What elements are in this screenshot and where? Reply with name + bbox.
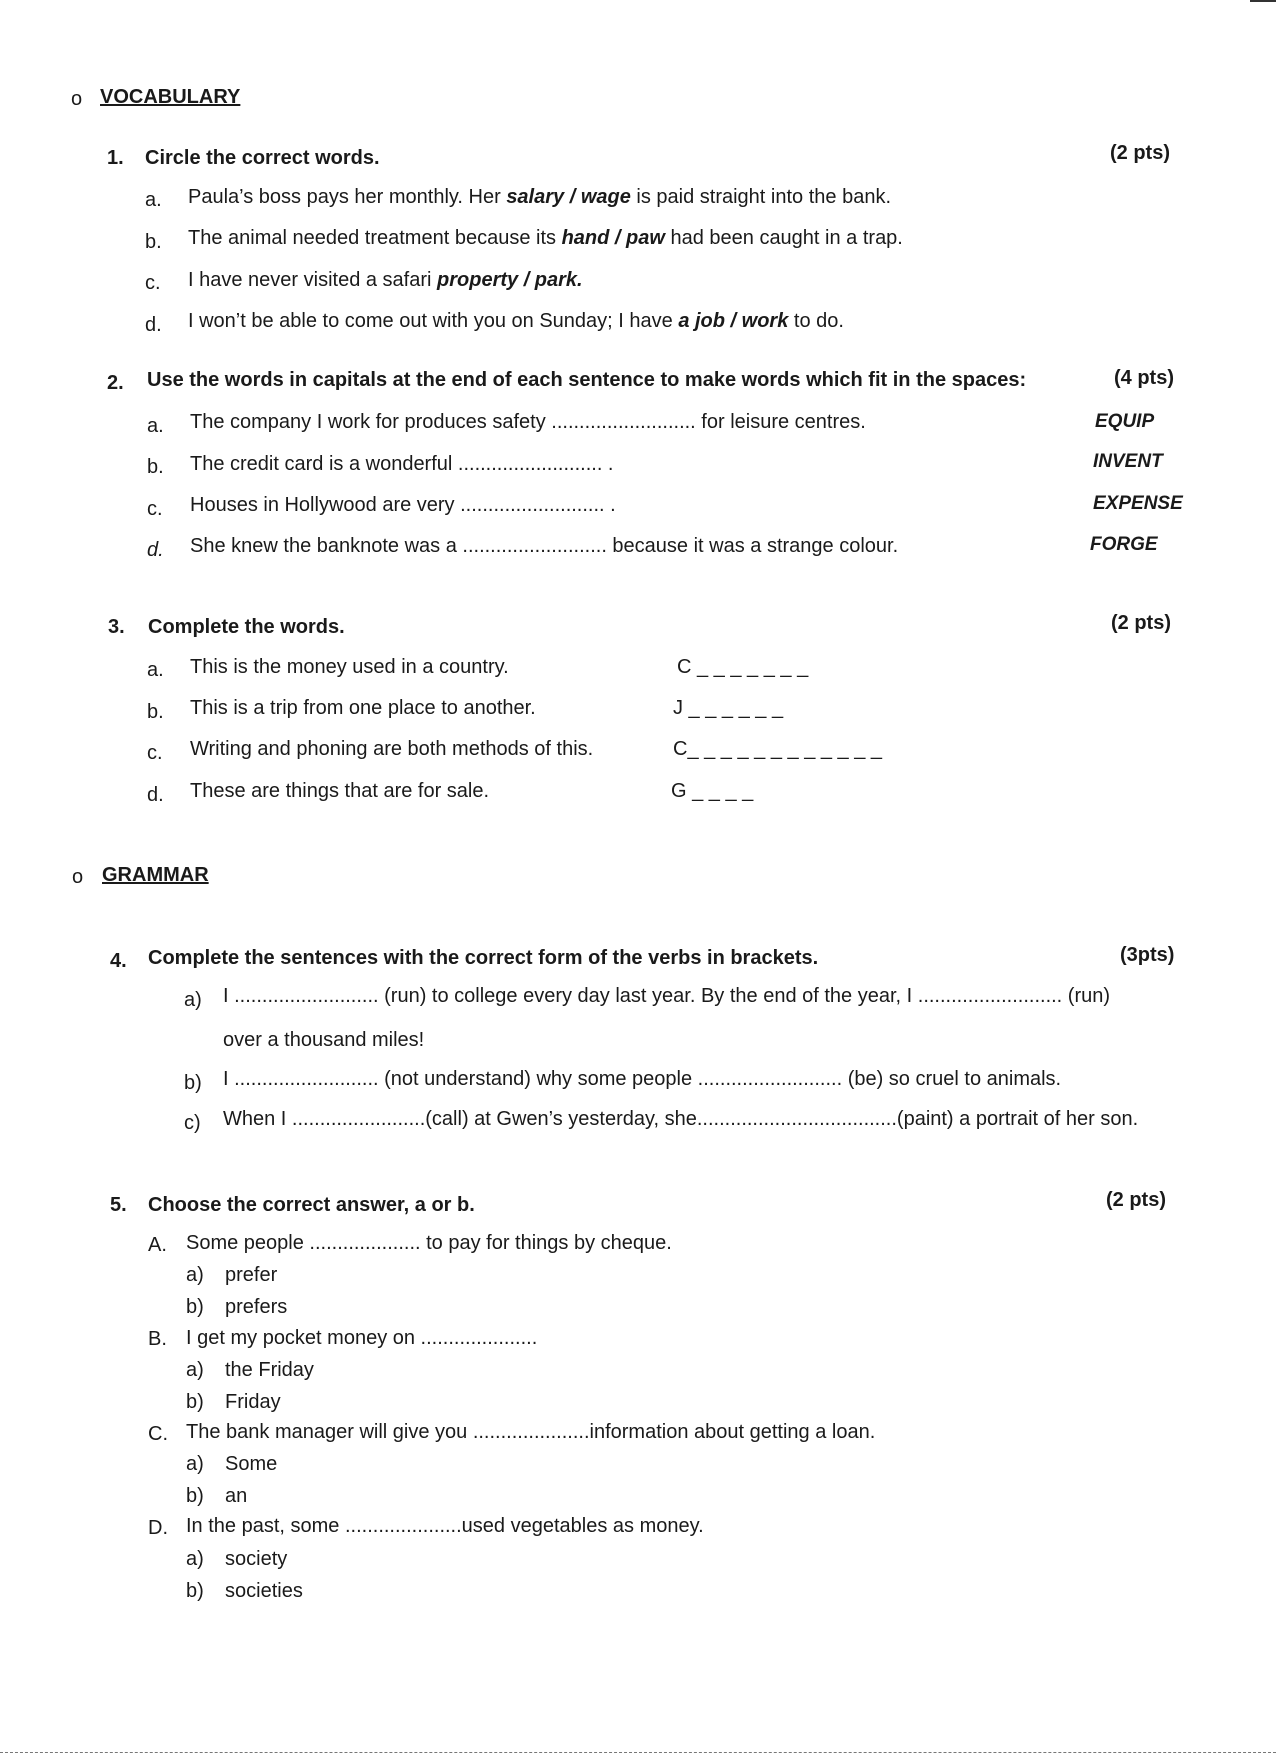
item-letter: b)	[184, 1072, 202, 1094]
item-letter: B.	[148, 1328, 167, 1350]
page-edge-mark	[1250, 0, 1276, 2]
option-label: a)	[186, 1548, 204, 1570]
capital-word: EXPENSE	[1093, 493, 1183, 514]
item-letter: d.	[147, 784, 164, 806]
question-points: (3pts)	[1120, 944, 1175, 966]
item-text: This is the money used in a country.	[190, 656, 509, 678]
item-letter: A.	[148, 1234, 167, 1256]
item-text: Some people .................... to pay for things by cheque.	[186, 1232, 672, 1254]
capital-word: INVENT	[1093, 451, 1163, 472]
section-bullet: o	[72, 866, 84, 888]
question-number: 5.	[110, 1194, 127, 1216]
option-text[interactable]: an	[225, 1485, 248, 1507]
question-points: (2 pts)	[1106, 1189, 1166, 1211]
question-text: Choose the correct answer, a or b.	[148, 1194, 475, 1216]
answer-blank[interactable]: G _ _ _ _	[671, 780, 754, 802]
item-letter: c.	[147, 498, 163, 520]
answer-blank[interactable]: C_ _ _ _ _ _ _ _ _ _ _ _	[673, 738, 883, 760]
item-text: The animal needed treatment because its hand / paw had been caught in a trap.	[188, 227, 903, 249]
section-title-grammar: GRAMMAR	[102, 864, 209, 886]
item-text: When I ........................(call) at Gwen’s yesterday, she....................................(paint) a portrait of her son.	[223, 1108, 1139, 1130]
item-letter: c.	[147, 742, 163, 764]
item-letter: b.	[147, 456, 164, 478]
item-letter: d.	[147, 539, 164, 561]
item-letter: b.	[145, 231, 162, 253]
answer-blank[interactable]: C _ _ _ _ _ _ _	[677, 656, 809, 678]
answer-blank[interactable]: J _ _ _ _ _ _	[673, 697, 784, 719]
option-text[interactable]: Friday	[225, 1391, 281, 1413]
option-label: a)	[186, 1453, 204, 1475]
item-text: I .......................... (run) to college every day last year. By the end of the year, I .......................... (run)	[223, 985, 1111, 1007]
question-text: Complete the words.	[148, 616, 345, 638]
item-letter: a)	[184, 989, 202, 1011]
option-text[interactable]: Some	[225, 1453, 278, 1475]
question-number: 3.	[108, 616, 125, 638]
section-title-vocabulary: VOCABULARY	[100, 86, 241, 108]
item-text: I won’t be able to come out with you on Sunday; I have a job / work to do.	[188, 310, 844, 332]
item-letter: d.	[145, 314, 162, 336]
section-bullet: o	[71, 88, 83, 110]
item-text: I have never visited a safari property / park.	[188, 269, 583, 291]
item-text: This is a trip from one place to another.	[190, 697, 536, 719]
item-text-continued: over a thousand miles!	[223, 1029, 425, 1051]
item-letter: c)	[184, 1112, 201, 1134]
item-text: Writing and phoning are both methods of this.	[190, 738, 594, 760]
item-letter: C.	[148, 1423, 168, 1445]
item-letter: a.	[147, 415, 164, 437]
item-text: She knew the banknote was a .......................... because it was a strange colour.	[190, 535, 899, 557]
item-letter: D.	[148, 1517, 168, 1539]
question-text: Circle the correct words.	[145, 147, 380, 169]
option-label: a)	[186, 1264, 204, 1286]
item-text: In the past, some .....................used vegetables as money.	[186, 1515, 704, 1537]
item-letter: c.	[145, 272, 161, 294]
option-text[interactable]: the Friday	[225, 1359, 314, 1381]
option-label: b)	[186, 1296, 204, 1318]
word-choice[interactable]: hand / paw	[561, 227, 665, 249]
option-text[interactable]: societies	[225, 1580, 303, 1602]
option-text[interactable]: society	[225, 1548, 288, 1570]
question-points: (2 pts)	[1111, 612, 1171, 634]
option-label: b)	[186, 1485, 204, 1507]
capital-word: FORGE	[1090, 534, 1158, 555]
word-choice[interactable]: salary / wage	[506, 186, 631, 208]
question-number: 4.	[110, 950, 127, 972]
question-text: Complete the sentences with the correct form of the verbs in brackets.	[148, 947, 819, 969]
question-text: Use the words in capitals at the end of each sentence to make words which fit in the spaces:	[147, 369, 1027, 391]
question-number: 1.	[107, 147, 124, 169]
item-text: These are things that are for sale.	[190, 780, 490, 802]
item-text: The credit card is a wonderful .......................... .	[190, 453, 614, 475]
word-choice[interactable]: a job / work	[678, 310, 789, 332]
item-text: Houses in Hollywood are very .......................... .	[190, 494, 616, 516]
item-letter: a.	[145, 189, 162, 211]
question-points: (2 pts)	[1110, 142, 1170, 164]
page-bottom-edge	[0, 1752, 1276, 1753]
item-letter: a.	[147, 659, 164, 681]
question-points: (4 pts)	[1114, 367, 1174, 389]
item-text: I get my pocket money on .....................	[186, 1327, 538, 1349]
option-text[interactable]: prefer	[225, 1264, 278, 1286]
item-text: Paula’s boss pays her monthly. Her salary / wage is paid straight into the bank.	[188, 186, 891, 208]
option-label: b)	[186, 1580, 204, 1602]
item-text: The company I work for produces safety .......................... for leisure centres.	[190, 411, 866, 433]
option-label: a)	[186, 1359, 204, 1381]
item-text: The bank manager will give you .....................information about getting a loan.	[186, 1421, 876, 1443]
option-label: b)	[186, 1391, 204, 1413]
item-letter: b.	[147, 701, 164, 723]
word-choice[interactable]: property / park.	[437, 269, 583, 291]
capital-word: EQUIP	[1095, 411, 1155, 432]
option-text[interactable]: prefers	[225, 1296, 288, 1318]
item-text: I .......................... (not understand) why some people .......................... (be) so cruel to animals.	[223, 1068, 1062, 1090]
question-number: 2.	[107, 372, 124, 394]
